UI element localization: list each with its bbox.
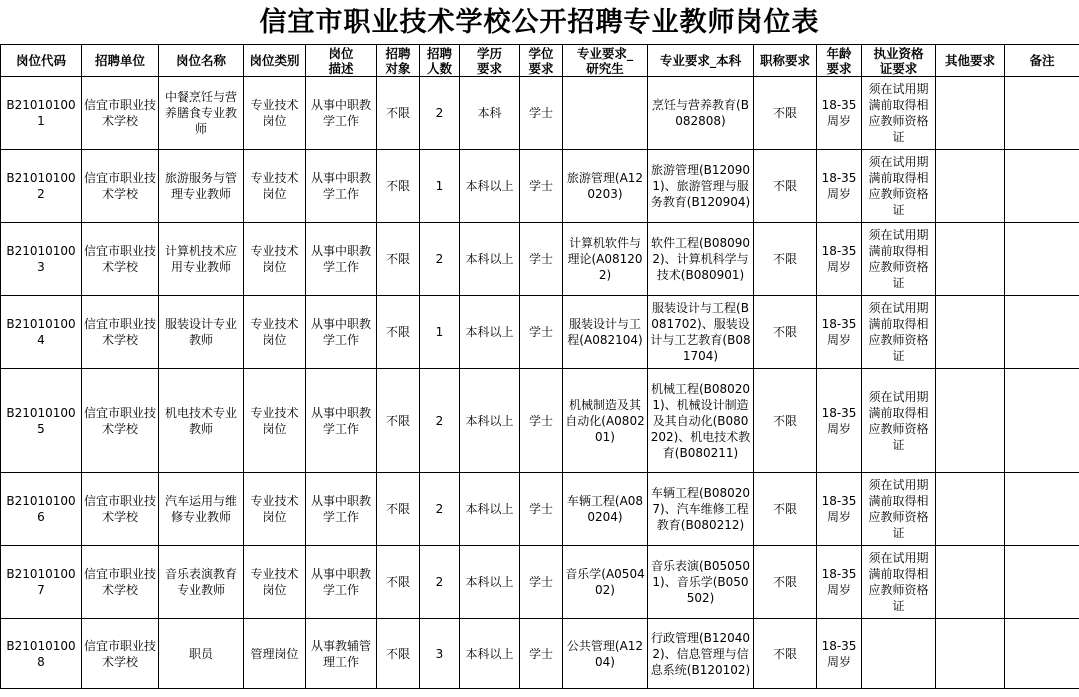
header-age: 年龄 要求 [817,45,862,77]
cell-major-graduate: 旅游管理(A120203) [563,150,648,223]
cell-age: 18-35周岁 [817,150,862,223]
cell-target: 不限 [377,150,420,223]
cell-remark [1005,223,1079,296]
cell-degree: 学士 [520,150,563,223]
cell-major-graduate: 音乐学(A050402) [563,546,648,619]
cell-code: B210101001 [1,77,82,150]
cell-category: 专业技术岗位 [244,296,306,369]
cell-unit: 信宜市职业技术学校 [82,619,159,689]
cell-certificate [862,619,936,689]
cell-category: 专业技术岗位 [244,150,306,223]
cell-other [936,546,1005,619]
header-remark: 备注 [1005,45,1079,77]
header-unit: 招聘单位 [82,45,159,77]
cell-code: B210101008 [1,619,82,689]
cell-certificate: 须在试用期满前取得相应教师资格证 [862,223,936,296]
cell-other [936,296,1005,369]
cell-age: 18-35周岁 [817,77,862,150]
cell-major-graduate [563,77,648,150]
cell-target: 不限 [377,473,420,546]
cell-age: 18-35周岁 [817,223,862,296]
cell-education: 本科以上 [460,546,520,619]
cell-description: 从事中职教学工作 [306,473,377,546]
cell-major-undergrad: 车辆工程(B080207)、汽车维修工程教育(B080212) [648,473,754,546]
cell-major-graduate: 服装设计与工程(A082104) [563,296,648,369]
cell-description: 从事中职教学工作 [306,296,377,369]
cell-certificate: 须在试用期满前取得相应教师资格证 [862,473,936,546]
cell-target: 不限 [377,296,420,369]
table-row [1,77,1079,150]
job-table [0,44,1079,689]
table-header [1,45,1079,77]
cell-target: 不限 [377,619,420,689]
cell-major-undergrad: 音乐表演(B050501)、音乐学(B050502) [648,546,754,619]
cell-other [936,473,1005,546]
cell-unit: 信宜市职业技术学校 [82,296,159,369]
cell-major-graduate: 机械制造及其自动化(A080201) [563,369,648,473]
cell-major-undergrad: 旅游管理(B120901)、旅游管理与服务教育(B120904) [648,150,754,223]
cell-age: 18-35周岁 [817,473,862,546]
cell-title-req: 不限 [754,369,817,473]
cell-major-graduate: 计算机软件与理论(A081202) [563,223,648,296]
header-count: 招聘 人数 [420,45,460,77]
table-row [1,473,1079,546]
cell-major-undergrad: 机械工程(B080201)、机械设计制造及其自动化(B080202)、机电技术教育(B080211) [648,369,754,473]
table-row [1,150,1079,223]
cell-category: 专业技术岗位 [244,369,306,473]
cell-code: B210101007 [1,546,82,619]
cell-title-req: 不限 [754,619,817,689]
cell-description: 从事中职教学工作 [306,223,377,296]
cell-education: 本科以上 [460,223,520,296]
cell-certificate: 须在试用期满前取得相应教师资格证 [862,150,936,223]
header-description: 岗位 描述 [306,45,377,77]
cell-category: 管理岗位 [244,619,306,689]
cell-description: 从事中职教学工作 [306,77,377,150]
cell-count: 2 [420,473,460,546]
cell-education: 本科以上 [460,473,520,546]
table-row [1,223,1079,296]
cell-count: 1 [420,296,460,369]
table-row [1,369,1079,473]
cell-other [936,77,1005,150]
cell-degree: 学士 [520,223,563,296]
header-degree: 学位 要求 [520,45,563,77]
header-target: 招聘 对象 [377,45,420,77]
cell-education: 本科以上 [460,619,520,689]
cell-certificate: 须在试用期满前取得相应教师资格证 [862,369,936,473]
cell-remark [1005,619,1079,689]
cell-education: 本科以上 [460,296,520,369]
cell-position: 计算机技术应用专业教师 [159,223,244,296]
cell-major-undergrad: 烹饪与营养教育(B082808) [648,77,754,150]
cell-unit: 信宜市职业技术学校 [82,223,159,296]
cell-unit: 信宜市职业技术学校 [82,369,159,473]
cell-degree: 学士 [520,77,563,150]
header-code: 岗位代码 [1,45,82,77]
cell-count: 1 [420,150,460,223]
cell-unit: 信宜市职业技术学校 [82,546,159,619]
cell-description: 从事教辅管理工作 [306,619,377,689]
cell-description: 从事中职教学工作 [306,546,377,619]
header-category: 岗位类别 [244,45,306,77]
cell-title-req: 不限 [754,77,817,150]
cell-degree: 学士 [520,619,563,689]
cell-remark [1005,546,1079,619]
cell-degree: 学士 [520,546,563,619]
cell-target: 不限 [377,77,420,150]
cell-degree: 学士 [520,473,563,546]
cell-remark [1005,77,1079,150]
cell-count: 3 [420,619,460,689]
cell-code: B210101004 [1,296,82,369]
cell-title-req: 不限 [754,150,817,223]
page-title: 信宜市职业技术学校公开招聘专业教师岗位表 [259,7,820,38]
cell-other [936,619,1005,689]
cell-description: 从事中职教学工作 [306,150,377,223]
header-title-req: 职称要求 [754,45,817,77]
cell-target: 不限 [377,223,420,296]
cell-position: 机电技术专业教师 [159,369,244,473]
cell-education: 本科 [460,77,520,150]
cell-target: 不限 [377,546,420,619]
cell-unit: 信宜市职业技术学校 [82,150,159,223]
header-major-undergrad: 专业要求_本科 [648,45,754,77]
cell-remark [1005,369,1079,473]
cell-age: 18-35周岁 [817,546,862,619]
cell-title-req: 不限 [754,546,817,619]
cell-code: B210101006 [1,473,82,546]
cell-certificate: 须在试用期满前取得相应教师资格证 [862,296,936,369]
cell-position: 职员 [159,619,244,689]
cell-position: 旅游服务与管理专业教师 [159,150,244,223]
header-certificate: 执业资格 证要求 [862,45,936,77]
cell-position: 音乐表演教育专业教师 [159,546,244,619]
cell-major-graduate: 车辆工程(A080204) [563,473,648,546]
cell-description: 从事中职教学工作 [306,369,377,473]
cell-remark [1005,296,1079,369]
cell-category: 专业技术岗位 [244,77,306,150]
cell-target: 不限 [377,369,420,473]
cell-title-req: 不限 [754,296,817,369]
cell-position: 服装设计专业教师 [159,296,244,369]
cell-count: 2 [420,546,460,619]
cell-major-undergrad: 行政管理(B120402)、信息管理与信息系统(B120102) [648,619,754,689]
cell-position: 中餐烹饪与营养膳食专业教师 [159,77,244,150]
cell-code: B210101005 [1,369,82,473]
cell-position: 汽车运用与维修专业教师 [159,473,244,546]
cell-certificate: 须在试用期满前取得相应教师资格证 [862,77,936,150]
header-major-graduate: 专业要求_ 研究生 [563,45,648,77]
cell-unit: 信宜市职业技术学校 [82,77,159,150]
cell-count: 2 [420,369,460,473]
cell-title-req: 不限 [754,473,817,546]
cell-other [936,369,1005,473]
cell-major-undergrad: 服装设计与工程(B081702)、服装设计与工艺教育(B081704) [648,296,754,369]
cell-count: 2 [420,223,460,296]
cell-degree: 学士 [520,296,563,369]
cell-category: 专业技术岗位 [244,546,306,619]
cell-education: 本科以上 [460,150,520,223]
cell-age: 18-35周岁 [817,619,862,689]
cell-remark [1005,150,1079,223]
cell-education: 本科以上 [460,369,520,473]
cell-remark [1005,473,1079,546]
cell-code: B210101003 [1,223,82,296]
cell-certificate: 须在试用期满前取得相应教师资格证 [862,546,936,619]
header-row [1,45,1079,77]
cell-code: B210101002 [1,150,82,223]
cell-major-undergrad: 软件工程(B080902)、计算机科学与技术(B080901) [648,223,754,296]
cell-age: 18-35周岁 [817,369,862,473]
table-row [1,546,1079,619]
table-body [1,77,1079,689]
cell-category: 专业技术岗位 [244,473,306,546]
cell-other [936,223,1005,296]
cell-age: 18-35周岁 [817,296,862,369]
table-row [1,619,1079,689]
cell-count: 2 [420,77,460,150]
cell-unit: 信宜市职业技术学校 [82,473,159,546]
table-row [1,296,1079,369]
cell-other [936,150,1005,223]
cell-category: 专业技术岗位 [244,223,306,296]
header-position: 岗位名称 [159,45,244,77]
header-education: 学历 要求 [460,45,520,77]
cell-major-graduate: 公共管理(A1204) [563,619,648,689]
header-other: 其他要求 [936,45,1005,77]
cell-degree: 学士 [520,369,563,473]
cell-title-req: 不限 [754,223,817,296]
